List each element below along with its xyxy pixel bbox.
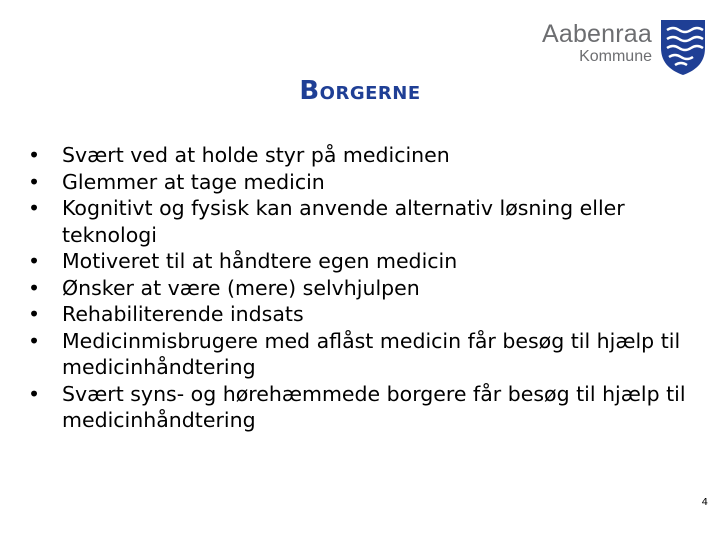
bullet-text: Glemmer at tage medicin — [62, 169, 325, 194]
bullet-text: Medicinmisbrugere med aflåst medicin får besøg til hjælp til medicinhåndtering — [62, 328, 681, 379]
aabenraa-kommune-logo — [541, 18, 708, 76]
bullet-dot-icon: • — [28, 196, 41, 220]
bullet-dot-icon: • — [28, 275, 41, 300]
bullet-text: Rehabiliterende indsats — [62, 302, 304, 326]
bullet-dot-icon: • — [28, 328, 41, 353]
bullet-item — [28, 195, 698, 248]
bullet-dot-icon: • — [28, 249, 41, 273]
bullet-item — [28, 275, 698, 302]
logo-text — [542, 20, 652, 66]
bullet-text: Svært ved at holde styr på medicinen — [62, 143, 450, 167]
bullet-dot-icon: • — [28, 381, 41, 406]
bullet-item — [28, 248, 698, 275]
bullet-text: Svært syns- og hørehæmmede borgere får besøg til hjælp til medicinhåndtering — [62, 381, 686, 432]
logo-name: Aabenraa — [541, 20, 652, 48]
bullet-dot-icon: • — [28, 143, 41, 167]
slide-title: Borgerne — [299, 76, 421, 106]
bullet-item — [28, 381, 698, 434]
bullet-dot-icon: • — [28, 169, 41, 194]
bullet-text: Kognitivt og fysisk kan anvende alternativ løsning eller teknologi — [62, 196, 625, 247]
bullet-list — [28, 142, 698, 434]
bullet-item — [28, 169, 698, 196]
logo-sub: Kommune — [579, 48, 652, 65]
bullet-text: Ønsker at være (mere) selvhjulpen — [62, 275, 420, 300]
bullet-text: Motiveret til at håndtere egen medicin — [62, 249, 458, 273]
coat-of-arms-shield-icon — [658, 18, 708, 76]
bullet-dot-icon: • — [28, 302, 41, 326]
bullet-item — [28, 301, 698, 328]
page-number: 4 — [701, 497, 708, 508]
bullet-item — [28, 142, 698, 169]
bullet-item — [28, 328, 698, 381]
